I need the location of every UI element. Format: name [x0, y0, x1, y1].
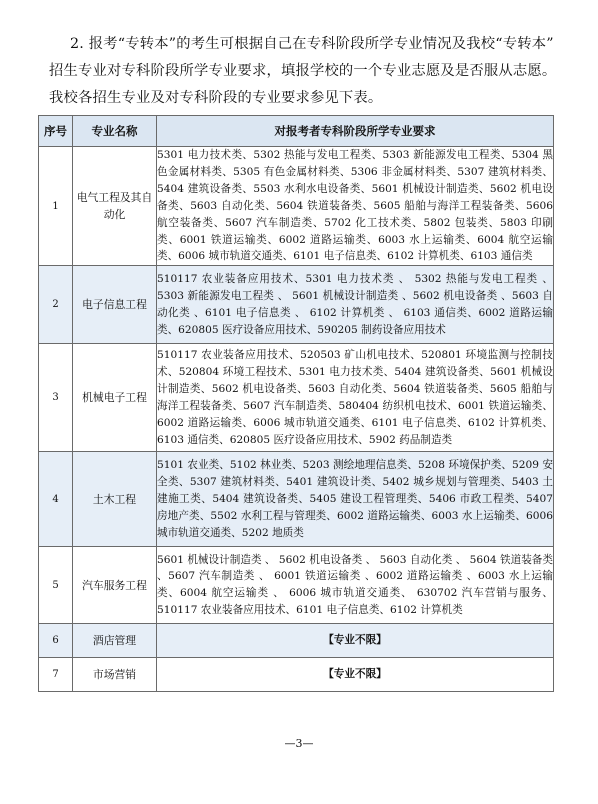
- header-requirement: 对报考者专科阶段所学专业要求: [157, 116, 554, 147]
- row-major-name: 市场营销: [73, 658, 157, 692]
- row-major-name: 电子信息工程: [73, 266, 157, 344]
- row-major-name: 土木工程: [73, 452, 157, 547]
- row-major-name: 机械电子工程: [73, 344, 157, 452]
- intro-line-2: 招生专业对专科阶段所学专业要求，填报学校的一个专业志愿及是否服从志愿。: [49, 63, 557, 79]
- row-number: 7: [39, 658, 73, 692]
- row-requirement: 【专业不限】: [157, 658, 554, 692]
- intro-line-3: 我校各招生专业及对专科阶段的专业要求参见下表。: [49, 90, 383, 106]
- table-row: [39, 658, 554, 692]
- table-row: [39, 147, 554, 266]
- row-requirement: 510117 农业装备应用技术、5301 电力技术类 、 5302 热能与发电工程类 、 5303 新能源发电工程类 、 5601 机械设计制造类 、5602 机电设备类 、5603 自动化类 、6101 电子信息类 、 6102 计算机类 、 6103 通信类、6002 道路运输类、620805 医疗设备应用技术、590205 制药设备应用技术: [157, 266, 554, 344]
- table-row: [39, 344, 554, 452]
- row-number: 3: [39, 344, 73, 452]
- row-major-name: 汽车服务工程: [73, 547, 157, 624]
- row-requirement: 5301 电力技术类、5302 热能与发电工程类、5303 新能源发电工程类、5304 黑色金属材料类、5305 有色金属材料类、5306 非金属材料类、5307 建筑材料类、5404 建筑设备类、5503 水利水电设备类、5601 机械设计制造类、5602 机电设备类、5603 自动化类、5604 铁道装备类、5605 船舶与海洋工程装备类、5606 航空装备类、5607 汽车制造类、5702 化工技术类、5802 包装类、5803 印刷类、6001 铁道运输类、6002 道路运输类、6003 水上运输类、6004 航空运输类、6006 城市轨道交通类、6101 电子信息类、6102 计算机类、6103 通信类: [157, 147, 554, 266]
- table-header-row: [39, 116, 554, 147]
- row-requirement: 【专业不限】: [157, 624, 554, 658]
- row-number: 4: [39, 452, 73, 547]
- major-requirements-table: [38, 115, 554, 692]
- row-number: 1: [39, 147, 73, 266]
- row-major-name: 酒店管理: [73, 624, 157, 658]
- table-row: [39, 452, 554, 547]
- row-number: 6: [39, 624, 73, 658]
- row-requirement: 510117 农业装备应用技术、520503 矿山机电技术、520801 环境监测与控制技术、520804 环境工程技术、5301 电力技术类、5404 建筑设备类、5601 机械设计制造类、5602 机电设备类、5603 自动化类、5604 铁道装备类、5605 船舶与海洋工程装备类、5607 汽车制造类、580404 纺织机电技术、6001 铁道运输类、6002 道路运输类、6006 城市轨道交通类、6101 电子信息类、6102 计算机类、6103 通信类、620805 医疗设备应用技术、5902 药品制造类: [157, 344, 554, 452]
- header-major-name: 专业名称: [73, 116, 157, 147]
- row-requirement: 5601 机械设计制造类 、 5602 机电设备类 、 5603 自动化类 、 5604 铁道装备类 、5607 汽车制造类 、 6001 铁道运输类 、6002 道路运输类 、6003 水上运输类、6004 航空运输类 、 6006 城市轨道交通类、 630702 汽车营销与服务、510117 农业装备应用技术、6101 电子信息类、6102 计算机类: [157, 547, 554, 624]
- table-row: [39, 547, 554, 624]
- row-number: 5: [39, 547, 73, 624]
- row-requirement: 5101 农业类、5102 林业类、5203 测绘地理信息类、5208 环境保护类、5209 安全类、5307 建筑材料类、5401 建筑设计类、5402 城乡规划与管理类、5403 土建施工类、5404 建筑设备类、5405 建设工程管理类、5406 市政工程类、5407 房地产类、5502 水利工程与管理类、6002 道路运输类、6003 水上运输类、6006 城市轨道交通类、5202 地质类: [157, 452, 554, 547]
- row-major-name: 电气工程及其自动化: [73, 147, 157, 266]
- row-number: 2: [39, 266, 73, 344]
- header-number: 序号: [39, 116, 73, 147]
- table-row: [39, 266, 554, 344]
- page-number: —3—: [284, 737, 314, 750]
- intro-line-1: 2. 报考“专转本”的考生可根据自己在专科阶段所学专业情况及我校“专转本”: [70, 36, 554, 52]
- table-row: [39, 624, 554, 658]
